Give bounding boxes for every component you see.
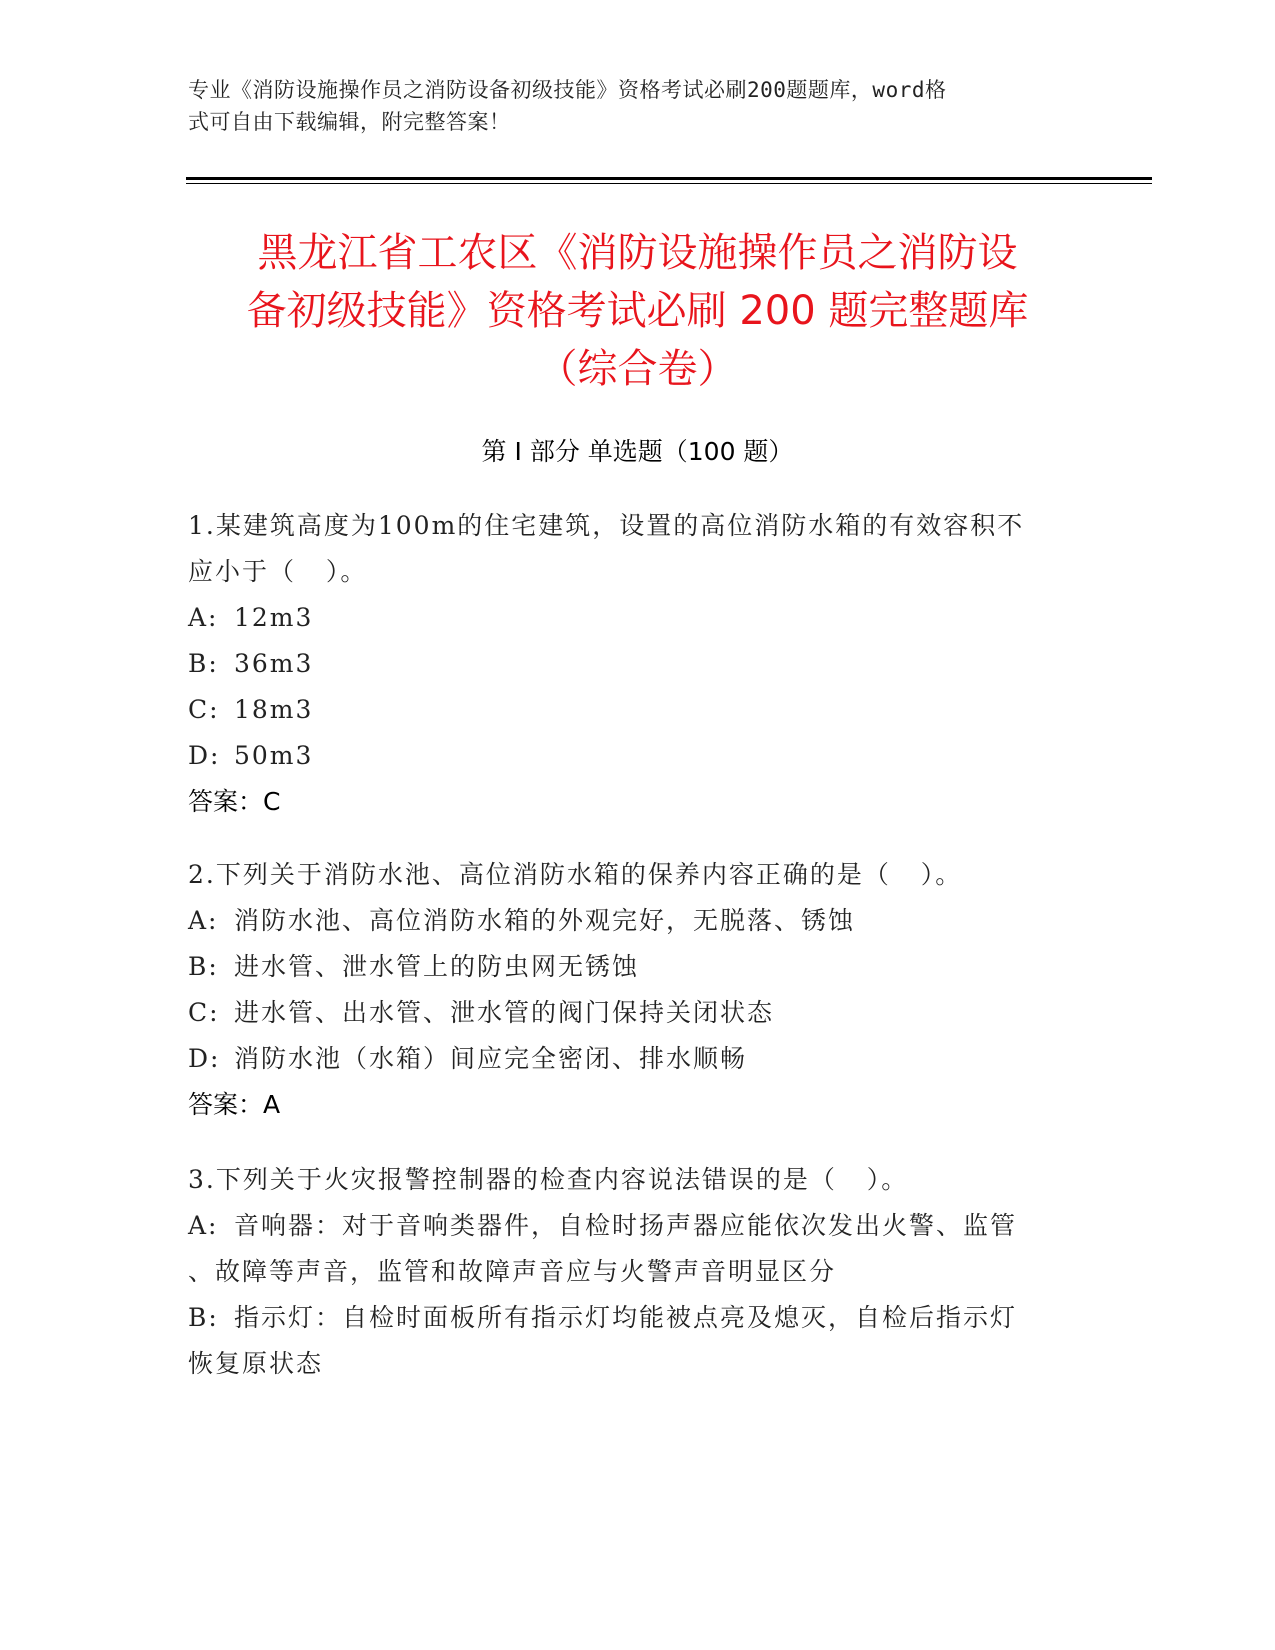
document-title	[150, 224, 1125, 398]
question-3-stem-line1: 3.下列关于火灾报警控制器的检查内容说法错误的是（ ）。	[188, 1165, 909, 1194]
header-note-line1: 专业《消防设施操作员之消防设备初级技能》资格考试必刷200题题库，word格	[188, 78, 947, 102]
header-divider-thick	[186, 177, 1152, 180]
question-2-option-c: C: 进水管、出水管、泄水管的阀门保持关闭状态	[188, 998, 775, 1027]
question-2-answer: 答案：A	[188, 1090, 281, 1119]
question-1-stem-line1: 1.某建筑高度为100m的住宅建筑，设置的高位消防水箱的有效容积不	[188, 511, 1025, 540]
document-title-line1: 黑龙江省工农区《消防设施操作员之消防设	[257, 230, 1018, 276]
question-1-stem-line2: 应小于（ ）。	[188, 557, 368, 586]
header-note	[188, 74, 1068, 138]
question-3-option-b-cont: 恢复原状态	[188, 1349, 324, 1378]
question-3-option-a: A: 音响器：对于音响类器件，自检时扬声器应能依次发出火警、监管	[188, 1211, 1018, 1240]
question-2-option-d: D: 消防水池（水箱）间应完全密闭、排水顺畅	[188, 1044, 748, 1073]
document-title-line2: 备初级技能》资格考试必刷 200 题完整题库	[246, 288, 1029, 334]
question-3	[188, 1157, 1068, 1387]
question-1	[188, 503, 1068, 825]
document-title-line3: （综合卷）	[537, 346, 738, 392]
question-1-option-c: C: 18m3	[188, 695, 314, 724]
question-2	[188, 852, 1068, 1128]
question-2-option-a: A: 消防水池、高位消防水箱的外观完好，无脱落、锈蚀	[188, 906, 856, 935]
question-2-option-b: B: 进水管、泄水管上的防虫网无锈蚀	[188, 952, 640, 981]
question-3-option-b: B: 指示灯：自检时面板所有指示灯均能被点亮及熄灭，自检后指示灯	[188, 1303, 1018, 1332]
header-note-line2: 式可自由下载编辑，附完整答案！	[188, 110, 511, 134]
question-2-stem-line1: 2.下列关于消防水池、高位消防水箱的保养内容正确的是（ ）。	[188, 860, 963, 889]
question-3-option-a-cont: 、故障等声音，监管和故障声音应与火警声音明显区分	[188, 1257, 837, 1286]
header-divider-thin	[186, 183, 1152, 184]
question-1-option-a: A: 12m3	[188, 603, 314, 632]
question-1-option-b: B: 36m3	[188, 649, 314, 678]
question-1-option-d: D: 50m3	[188, 741, 314, 770]
question-1-answer: 答案：C	[188, 787, 281, 816]
section-title: 第 I 部分 单选题（100 题）	[481, 437, 794, 466]
